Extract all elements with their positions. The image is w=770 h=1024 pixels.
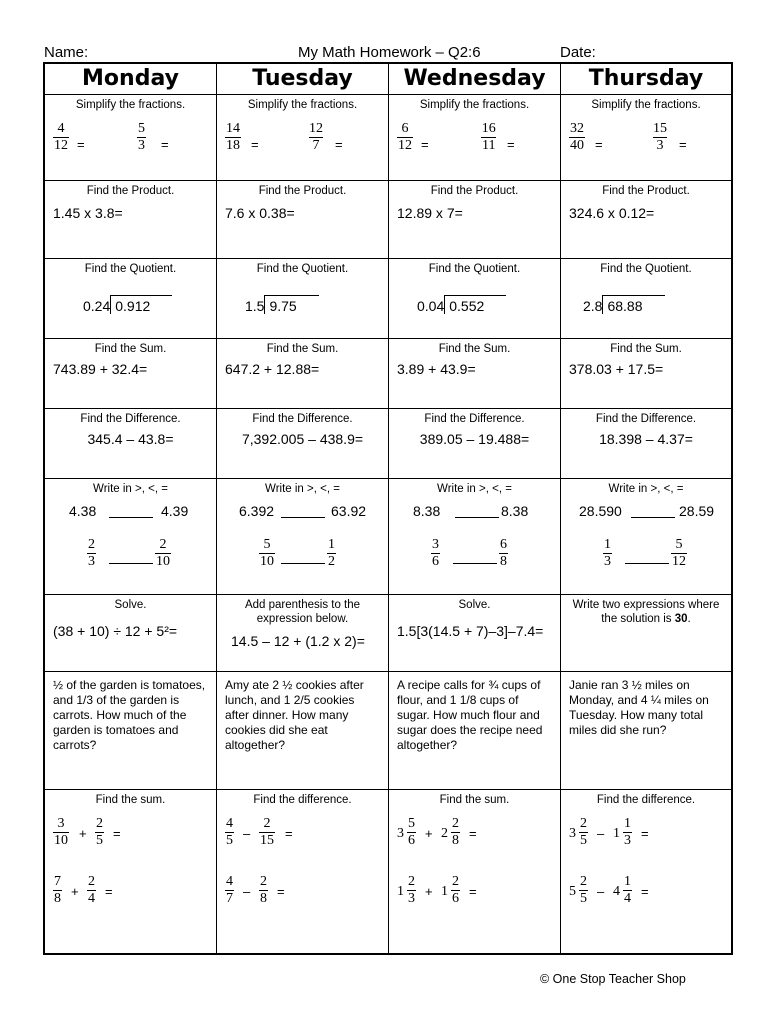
fraction-denominator: 6 xyxy=(452,891,459,906)
fraction-numerator: 5 xyxy=(408,816,415,831)
date-label: Date: xyxy=(560,44,596,61)
instruction-text: Find the Product. xyxy=(602,185,690,197)
instruction-text: Find the Difference. xyxy=(252,413,353,425)
fraction-numerator: 6 xyxy=(401,121,409,136)
operator: – xyxy=(597,884,605,899)
cell-difference-tuesday xyxy=(217,409,389,478)
fraction-operand xyxy=(53,874,62,907)
fraction-denominator: 5 xyxy=(580,833,587,848)
dividend: 68.88 xyxy=(602,295,664,314)
fraction-operand xyxy=(407,816,416,849)
worksheet-title: My Math Homework – Q2:6 xyxy=(298,44,481,61)
word-problem: A recipe calls for ¾ cups of flour, and 1 1/8 cups of sugar. How much flour and sugar does the recipe need altogether? xyxy=(397,678,543,752)
operator: + xyxy=(425,826,433,841)
fraction-numerator: 2 xyxy=(88,537,95,552)
cell-word-wednesday xyxy=(389,672,561,789)
cell-simplify-wednesday xyxy=(389,95,561,180)
equals-sign: = xyxy=(641,884,649,899)
fraction-denominator: 5 xyxy=(96,833,103,848)
cell-product-wednesday xyxy=(389,181,561,258)
fraction-numerator: 4 xyxy=(226,816,233,831)
word-problem: Amy ate 2 ½ cookies after lunch, and 1 2/5 cookies after dinner. How many cookies did she eat altogether? xyxy=(225,678,364,752)
fraction-numerator: 2 xyxy=(159,537,167,552)
fraction-numerator: 2 xyxy=(580,816,587,831)
fraction-operand xyxy=(451,874,460,907)
cell-solve-thursday xyxy=(561,595,731,671)
fraction-operand xyxy=(407,874,416,907)
compare-value-a: 4.38 xyxy=(69,503,97,519)
divisor: 0.24 xyxy=(83,298,111,314)
row-fracops xyxy=(45,790,731,953)
fraction-numerator: 3 xyxy=(57,816,65,831)
instruction-text: Find the Product. xyxy=(430,185,519,197)
cell-header-wednesday xyxy=(389,64,561,94)
fraction-denominator: 3 xyxy=(408,891,415,906)
equals-sign: = xyxy=(469,884,477,899)
equals-sign: = xyxy=(595,137,603,152)
day-heading: Thursday xyxy=(588,66,704,91)
instruction-text: Find the Sum. xyxy=(266,343,339,355)
fraction-denominator: 3 xyxy=(88,554,95,569)
whole-number: 4 xyxy=(613,884,620,899)
cell-word-monday xyxy=(45,672,217,789)
cell-product-monday xyxy=(45,181,217,258)
instruction-text: Simplify the fractions. xyxy=(419,99,530,111)
product-problem: 12.89 x 7= xyxy=(397,205,463,221)
compare-fraction-b xyxy=(155,537,171,570)
copyright-footer: © One Stop Teacher Shop xyxy=(540,972,686,986)
equals-sign: = xyxy=(507,137,515,152)
cell-solve-tuesday xyxy=(217,595,389,671)
instruction-text: Write two expressions where the solution is xyxy=(572,599,720,625)
fraction-denominator: 8 xyxy=(54,891,61,906)
cell-compare-monday xyxy=(45,479,217,594)
operator: + xyxy=(71,884,79,899)
fraction-denominator: 10 xyxy=(54,833,68,848)
instruction-text: Write in >, <, = xyxy=(265,483,340,495)
instruction-text: Find the Quotient. xyxy=(600,263,692,275)
fraction-denominator: 10 xyxy=(260,554,274,569)
compare-value-b: 63.92 xyxy=(331,503,367,519)
instruction-text: Solve. xyxy=(114,599,147,611)
word-problem: ½ of the garden is tomatoes, and 1/3 of the garden is carrots. How much of the garden is tomatoes and carrots? xyxy=(53,678,206,752)
solve-expression: 1.5[3(14.5 + 7)–3]–7.4= xyxy=(397,623,544,639)
fraction-numerator: 2 xyxy=(263,816,271,831)
instruction-text: Find the Difference. xyxy=(595,413,697,425)
instruction-text xyxy=(561,598,731,626)
instruction-text: Simplify the fractions. xyxy=(75,99,186,111)
difference-problem: 345.4 – 43.8= xyxy=(87,431,174,447)
comparison-blank xyxy=(281,563,325,564)
compare-fraction-a xyxy=(87,537,96,570)
dividend: 9.75 xyxy=(264,295,318,314)
cell-difference-thursday xyxy=(561,409,731,478)
comparison-blank xyxy=(281,517,325,518)
fraction-numerator: 12 xyxy=(309,121,323,136)
fraction-numerator: 4 xyxy=(226,874,233,889)
fraction-denominator: 2 xyxy=(328,554,335,569)
cell-compare-tuesday xyxy=(217,479,389,594)
instruction-text: Add parenthesis to the expression below. xyxy=(244,599,361,625)
fraction-operand xyxy=(259,816,275,849)
instruction-text: Find the Sum. xyxy=(94,343,167,355)
instruction-text: Find the Difference. xyxy=(424,413,525,425)
operator: – xyxy=(243,884,251,899)
cell-quotient-tuesday xyxy=(217,259,389,338)
fraction-numerator: 3 xyxy=(432,537,439,552)
cell-simplify-thursday xyxy=(561,95,731,180)
fraction-denominator: 40 xyxy=(570,138,584,153)
fraction-denominator: 8 xyxy=(500,554,507,569)
fraction-operand xyxy=(87,874,96,907)
equals-sign: = xyxy=(161,137,169,152)
fraction-operand xyxy=(95,816,104,849)
row-product xyxy=(45,181,731,259)
instruction-text: Find the Quotient. xyxy=(428,263,521,275)
instruction-text: Find the Sum. xyxy=(438,343,511,355)
cell-simplify-monday xyxy=(45,95,217,180)
equals-sign: = xyxy=(641,826,649,841)
equals-sign: = xyxy=(421,137,429,152)
fraction-denominator: 5 xyxy=(580,891,587,906)
whole-number: 1 xyxy=(441,884,448,899)
cell-sum-tuesday xyxy=(217,339,389,408)
row-solve xyxy=(45,595,731,672)
cell-quotient-monday xyxy=(45,259,217,338)
compare-fraction-a xyxy=(431,537,440,570)
fraction-denominator: 4 xyxy=(624,891,631,906)
row-quotient xyxy=(45,259,731,339)
equals-sign: = xyxy=(285,826,293,841)
cell-sum-monday xyxy=(45,339,217,408)
long-division xyxy=(83,295,172,314)
fraction-numerator: 5 xyxy=(138,121,145,136)
fraction-denominator: 10 xyxy=(156,554,170,569)
row-compare xyxy=(45,479,731,595)
fraction-numerator: 2 xyxy=(96,816,103,831)
row-simplify xyxy=(45,95,731,181)
fraction-a xyxy=(569,121,585,154)
difference-problem: 7,392.005 – 438.9= xyxy=(241,431,364,447)
operator: + xyxy=(79,826,87,841)
day-heading: Tuesday xyxy=(252,66,353,91)
cell-fracops-thursday xyxy=(561,790,731,953)
difference-problem: 18.398 – 4.37= xyxy=(599,431,693,447)
comparison-blank xyxy=(109,563,153,564)
fraction-b xyxy=(653,121,667,154)
fraction-denominator: 8 xyxy=(452,833,459,848)
cell-solve-monday xyxy=(45,595,217,671)
instruction-text: Write in >, <, = xyxy=(437,483,512,495)
compare-fraction-a xyxy=(603,537,612,570)
compare-fraction-b xyxy=(671,537,687,570)
fraction-denominator: 12 xyxy=(398,138,412,153)
operator: + xyxy=(425,884,433,899)
sum-problem: 378.03 + 17.5= xyxy=(569,361,664,377)
divisor: 2.8 xyxy=(583,298,603,314)
cell-difference-monday xyxy=(45,409,217,478)
divisor: 0.04 xyxy=(417,298,445,314)
difference-problem: 389.05 – 19.488= xyxy=(419,431,530,447)
fraction-numerator: 1 xyxy=(604,537,611,552)
fraction-numerator: 6 xyxy=(500,537,507,552)
solve-expression: (38 + 10) ÷ 12 + 5²= xyxy=(53,623,178,639)
compare-value-a: 6.392 xyxy=(239,503,275,519)
cell-fracops-tuesday xyxy=(217,790,389,953)
compare-fraction-b xyxy=(327,537,336,570)
fraction-denominator: 7 xyxy=(226,891,233,906)
name-label: Name: xyxy=(44,44,89,61)
whole-number: 5 xyxy=(569,884,576,899)
compare-value-a: 28.590 xyxy=(579,503,622,519)
fraction-operand xyxy=(225,816,234,849)
row-word xyxy=(45,672,731,790)
day-heading: Wednesday xyxy=(403,66,546,91)
compare-value-b: 4.39 xyxy=(161,503,189,519)
fraction-denominator: 4 xyxy=(88,891,95,906)
whole-number: 3 xyxy=(397,826,404,841)
day-heading: Monday xyxy=(82,66,179,91)
whole-number: 1 xyxy=(397,884,404,899)
equals-sign: = xyxy=(77,137,85,152)
long-division xyxy=(583,295,665,314)
fraction-numerator: 32 xyxy=(570,121,584,136)
fraction-denominator: 6 xyxy=(408,833,415,848)
fraction-denominator: 5 xyxy=(226,833,233,848)
fraction-numerator: 14 xyxy=(226,121,240,136)
product-problem: 324.6 x 0.12= xyxy=(569,205,655,221)
instruction-text: Solve. xyxy=(458,599,491,611)
cell-fracops-wednesday xyxy=(389,790,561,953)
solution-value: 30 xyxy=(674,613,688,625)
sum-problem: 3.89 + 43.9= xyxy=(397,361,476,377)
product-problem: 7.6 x 0.38= xyxy=(225,205,295,221)
instruction-text: Find the Difference. xyxy=(80,413,181,425)
fraction-b xyxy=(137,121,146,154)
fraction-denominator: 3 xyxy=(624,833,631,848)
fraction-denominator: 3 xyxy=(138,138,145,153)
comparison-blank xyxy=(109,517,153,518)
fraction-numerator: 1 xyxy=(624,816,631,831)
fraction-denominator: 3 xyxy=(604,554,611,569)
equals-sign: = xyxy=(105,884,113,899)
fraction-denominator: 18 xyxy=(226,138,240,153)
comparison-blank xyxy=(455,517,499,518)
fraction-numerator: 1 xyxy=(328,537,335,552)
compare-fraction-a xyxy=(259,537,275,570)
cell-compare-thursday xyxy=(561,479,731,594)
row-header xyxy=(45,64,731,95)
cell-fracops-monday xyxy=(45,790,217,953)
cell-quotient-thursday xyxy=(561,259,731,338)
fraction-operand xyxy=(579,816,588,849)
divisor: 1.5 xyxy=(245,298,265,314)
fraction-numerator: 1 xyxy=(624,874,631,889)
compare-value-a: 8.38 xyxy=(413,503,441,519)
row-difference xyxy=(45,409,731,479)
operator: – xyxy=(243,826,251,841)
compare-fraction-b xyxy=(499,537,508,570)
cell-product-tuesday xyxy=(217,181,389,258)
fraction-numerator: 2 xyxy=(88,874,95,889)
fraction-operand xyxy=(451,816,460,849)
instruction-text: Write in >, <, = xyxy=(93,483,168,495)
cell-header-tuesday xyxy=(217,64,389,94)
fraction-operand xyxy=(225,874,234,907)
fraction-numerator: 16 xyxy=(481,121,496,136)
fraction-denominator: 11 xyxy=(482,138,496,153)
instruction-text: Find the sum. xyxy=(95,794,166,806)
cell-solve-wednesday xyxy=(389,595,561,671)
whole-number: 1 xyxy=(613,826,620,841)
fraction-operand xyxy=(259,874,268,907)
fraction-b xyxy=(481,121,496,154)
equals-sign: = xyxy=(469,826,477,841)
instruction-text: . xyxy=(687,613,691,625)
dividend: 0.912 xyxy=(110,295,172,314)
cell-word-tuesday xyxy=(217,672,389,789)
comparison-blank xyxy=(453,563,497,564)
fraction-denominator: 15 xyxy=(260,833,274,848)
long-division xyxy=(245,295,319,314)
fraction-numerator: 2 xyxy=(260,874,267,889)
fraction-denominator: 7 xyxy=(309,137,323,154)
equals-sign: = xyxy=(335,137,343,152)
instruction-text: Find the Sum. xyxy=(610,343,682,355)
fraction-denominator: 6 xyxy=(432,554,439,569)
instruction-text: Find the Product. xyxy=(258,185,347,197)
operator: – xyxy=(597,826,605,841)
fraction-denominator: 12 xyxy=(672,554,686,569)
instruction-text: Find the difference. xyxy=(596,794,696,806)
instruction-text: Find the difference. xyxy=(253,794,352,806)
long-division xyxy=(417,295,506,314)
cell-difference-wednesday xyxy=(389,409,561,478)
instruction-text: Find the Product. xyxy=(86,185,175,197)
product-problem: 1.45 x 3.8= xyxy=(53,205,123,221)
solve-expression: 14.5 – 12 + (1.2 x 2)= xyxy=(231,633,365,649)
word-problem: Janie ran 3 ½ miles on Monday, and 4 ¼ miles on Tuesday. How many total miles did she run? xyxy=(569,678,709,737)
fraction-operand xyxy=(623,816,632,849)
fraction-numerator: 5 xyxy=(675,537,683,552)
fraction-a xyxy=(53,121,69,154)
fraction-numerator: 4 xyxy=(57,121,65,136)
sum-problem: 743.89 + 32.4= xyxy=(53,361,148,377)
instruction-text: Find the Quotient. xyxy=(256,263,349,275)
cell-sum-wednesday xyxy=(389,339,561,408)
fraction-a xyxy=(397,121,413,154)
cell-header-thursday xyxy=(561,64,731,94)
fraction-numerator: 5 xyxy=(263,537,271,552)
fraction-numerator: 2 xyxy=(408,874,415,889)
instruction-text: Simplify the fractions. xyxy=(591,99,701,111)
fraction-numerator: 2 xyxy=(452,816,459,831)
fraction-numerator: 7 xyxy=(54,874,61,889)
cell-compare-wednesday xyxy=(389,479,561,594)
cell-header-monday xyxy=(45,64,217,94)
fraction-operand xyxy=(53,816,69,849)
instruction-text: Write in >, <, = xyxy=(608,483,684,495)
homework-grid xyxy=(43,62,733,955)
cell-quotient-wednesday xyxy=(389,259,561,338)
fraction-b xyxy=(309,121,323,154)
whole-number: 3 xyxy=(569,826,576,841)
compare-value-b: 28.59 xyxy=(679,503,715,519)
row-sum xyxy=(45,339,731,409)
instruction-text: Find the sum. xyxy=(439,794,510,806)
fraction-numerator: 2 xyxy=(452,874,459,889)
fraction-denominator: 12 xyxy=(54,138,68,153)
cell-sum-thursday xyxy=(561,339,731,408)
cell-word-thursday xyxy=(561,672,731,789)
equals-sign: = xyxy=(277,884,285,899)
compare-value-b: 8.38 xyxy=(501,503,529,519)
fraction-operand xyxy=(579,874,588,907)
equals-sign: = xyxy=(113,826,121,841)
comparison-blank xyxy=(631,517,675,518)
whole-number: 2 xyxy=(441,826,448,841)
fraction-numerator: 15 xyxy=(653,121,667,136)
cell-simplify-tuesday xyxy=(217,95,389,180)
fraction-numerator: 2 xyxy=(580,874,587,889)
fraction-denominator: 8 xyxy=(260,891,267,906)
dividend: 0.552 xyxy=(444,295,506,314)
fraction-a xyxy=(225,121,241,154)
equals-sign: = xyxy=(251,137,259,152)
instruction-text: Find the Quotient. xyxy=(84,263,177,275)
comparison-blank xyxy=(625,563,669,564)
cell-product-thursday xyxy=(561,181,731,258)
fraction-denominator: 3 xyxy=(653,137,667,154)
instruction-text: Simplify the fractions. xyxy=(247,99,358,111)
fraction-operand xyxy=(623,874,632,907)
sum-problem: 647.2 + 12.88= xyxy=(225,361,320,377)
equals-sign: = xyxy=(679,137,687,152)
